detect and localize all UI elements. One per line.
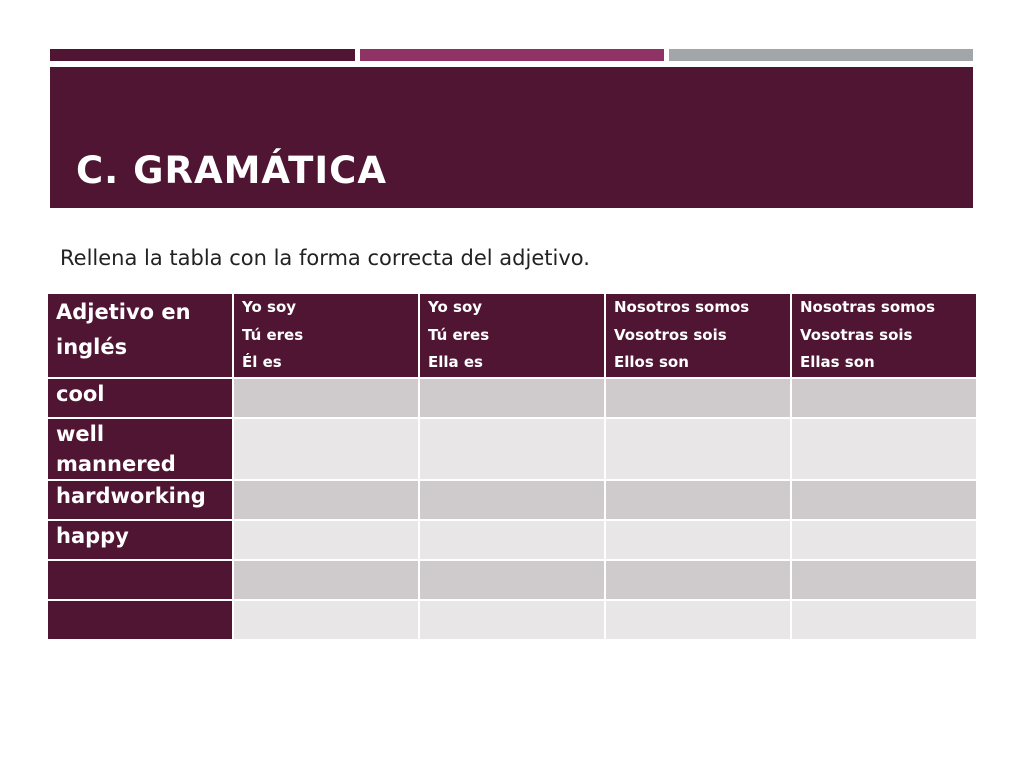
answer-cell[interactable] [605,560,791,600]
table-row [47,520,977,560]
instruction-text: Rellena la tabla con la forma correcta del adjetivo. [60,246,590,270]
table-row [47,600,977,640]
header-pronouns-4 [791,293,977,378]
pronoun-label: Nosotras somos [800,298,936,316]
pronoun-label: Ellas son [800,353,875,371]
adjective-cell: hardworking [47,480,233,520]
adjective-cell[interactable] [47,600,233,640]
answer-cell[interactable] [233,520,419,560]
pronoun-label: Tú eres [428,325,490,344]
slide-title: C. GRAMÁTICA [76,149,387,192]
answer-cell[interactable] [233,600,419,640]
header-pronouns-2 [419,293,605,378]
pronoun-label: Ella es [428,353,483,371]
pronoun-label: Yo soy [242,298,297,316]
answer-cell[interactable] [791,560,977,600]
table-row [47,480,977,520]
pronoun-label: Vosotras sois [800,325,913,344]
answer-cell[interactable] [605,480,791,520]
answer-cell[interactable] [233,560,419,600]
adjective-cell: well mannered [47,418,233,480]
pronoun-label: Yo soy [428,298,483,316]
table-row [47,418,977,480]
pronoun-label: Él es [242,353,282,371]
accent-bar-plum [50,49,355,61]
answer-cell[interactable] [791,378,977,418]
header-pronouns-1 [233,293,419,378]
answer-cell[interactable] [419,480,605,520]
answer-cell[interactable] [791,520,977,560]
accent-bar-magenta [360,49,664,61]
answer-cell[interactable] [791,418,977,480]
header-adjective-in-english: Adjetivo en inglés [47,293,233,378]
answer-cell[interactable] [419,520,605,560]
answer-cell[interactable] [233,378,419,418]
answer-cell[interactable] [419,600,605,640]
adjective-cell: happy [47,520,233,560]
answer-cell[interactable] [233,480,419,520]
table-row [47,560,977,600]
accent-bar-gray [669,49,973,61]
adjective-cell[interactable] [47,560,233,600]
answer-cell[interactable] [791,480,977,520]
pronoun-label: Vosotros sois [614,325,727,344]
answer-cell[interactable] [605,418,791,480]
table-header-row [47,293,977,378]
adjective-cell: cool [47,378,233,418]
header-pronouns-3 [605,293,791,378]
answer-cell[interactable] [605,378,791,418]
answer-cell[interactable] [233,418,419,480]
pronoun-label: Nosotros somos [614,298,750,316]
answer-cell[interactable] [791,600,977,640]
answer-cell[interactable] [419,560,605,600]
answer-cell[interactable] [419,418,605,480]
answer-cell[interactable] [605,600,791,640]
grammar-table [46,292,978,641]
answer-cell[interactable] [419,378,605,418]
pronoun-label: Ellos son [614,353,689,371]
answer-cell[interactable] [605,520,791,560]
pronoun-label: Tú eres [242,325,304,344]
table-row [47,378,977,418]
